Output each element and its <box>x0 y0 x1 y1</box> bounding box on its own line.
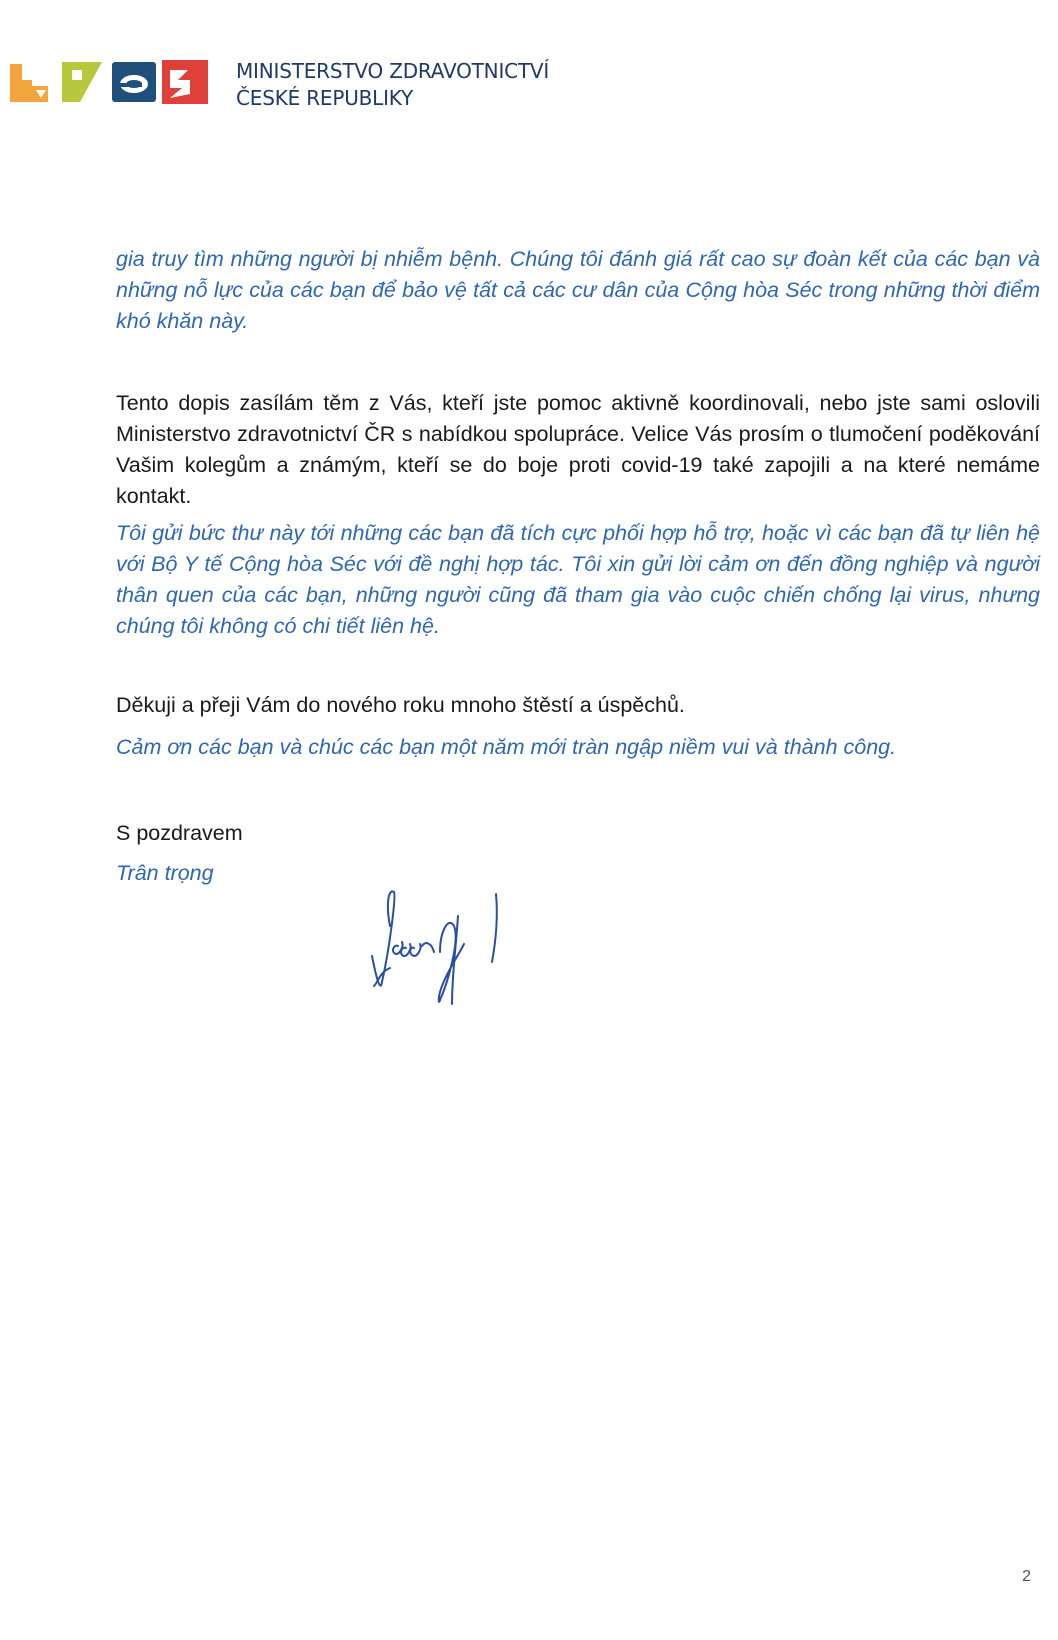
logo-green-mark <box>62 62 102 102</box>
ministry-name-line1: MINISTERSTVO ZDRAVOTNICTVÍ <box>236 59 550 83</box>
paragraph-2-vietnamese: Tôi gửi bức thư này tới những các bạn đã tích cực phối hợp hỗ trợ, hoặc vì các bạn đã tự liên hệ với Bộ Y tế Cộng hòa Séc với đề nghị hợp tác. Tôi xin gửi lời cảm ơn đến đồng nghiệp và người thân quen của các bạn, những người cũng đã tham gia vào cuộc chiến chống lại virus, nhưng chúng tôi không có chi tiết liên hệ. <box>116 521 1040 638</box>
paragraph-3-vietnamese: Cảm ơn các bạn và chúc các bạn một năm mới tràn ngập niềm vui và thành công. <box>116 735 897 759</box>
closing-vietnamese: Trân trọng <box>116 861 214 885</box>
paragraph-2-czech: Tento dopis zasílám těm z Vás, kteří jste pomoc aktivně koordinovali, nebo jste sami oslovili Ministerstvo zdravotnictví ČR s nabídkou spolupráce. Velice Vás prosím o tlumočení poděkování Vašim kolegům a známým, kteří se do boje proti covid-19 také zapojili a na které nemáme kontakt. <box>116 391 1040 508</box>
ministry-logo <box>10 58 220 110</box>
handwritten-signature <box>368 886 608 1056</box>
ministry-name-line2: ČESKÉ REPUBLIKY <box>236 86 414 110</box>
logo-orange-mark <box>10 64 48 102</box>
paragraph-1-vietnamese: gia truy tìm những người bị nhiễm bệnh. Chúng tôi đánh giá rất cao sự đoàn kết của các bạn và những nỗ lực của các bạn để bảo vệ tất cả các cư dân của Cộng hòa Séc trong những thời điểm khó khăn này. <box>116 247 1040 333</box>
page-number: 2 <box>1022 1568 1031 1585</box>
logo-blue-mark <box>112 62 156 102</box>
paragraph-3-czech: Děkuji a přeji Vám do nového roku mnoho štěstí a úspěchů. <box>116 693 685 717</box>
closing-czech: S pozdravem <box>116 821 243 845</box>
logo-red-mark <box>162 60 208 104</box>
ministry-name <box>236 58 549 112</box>
